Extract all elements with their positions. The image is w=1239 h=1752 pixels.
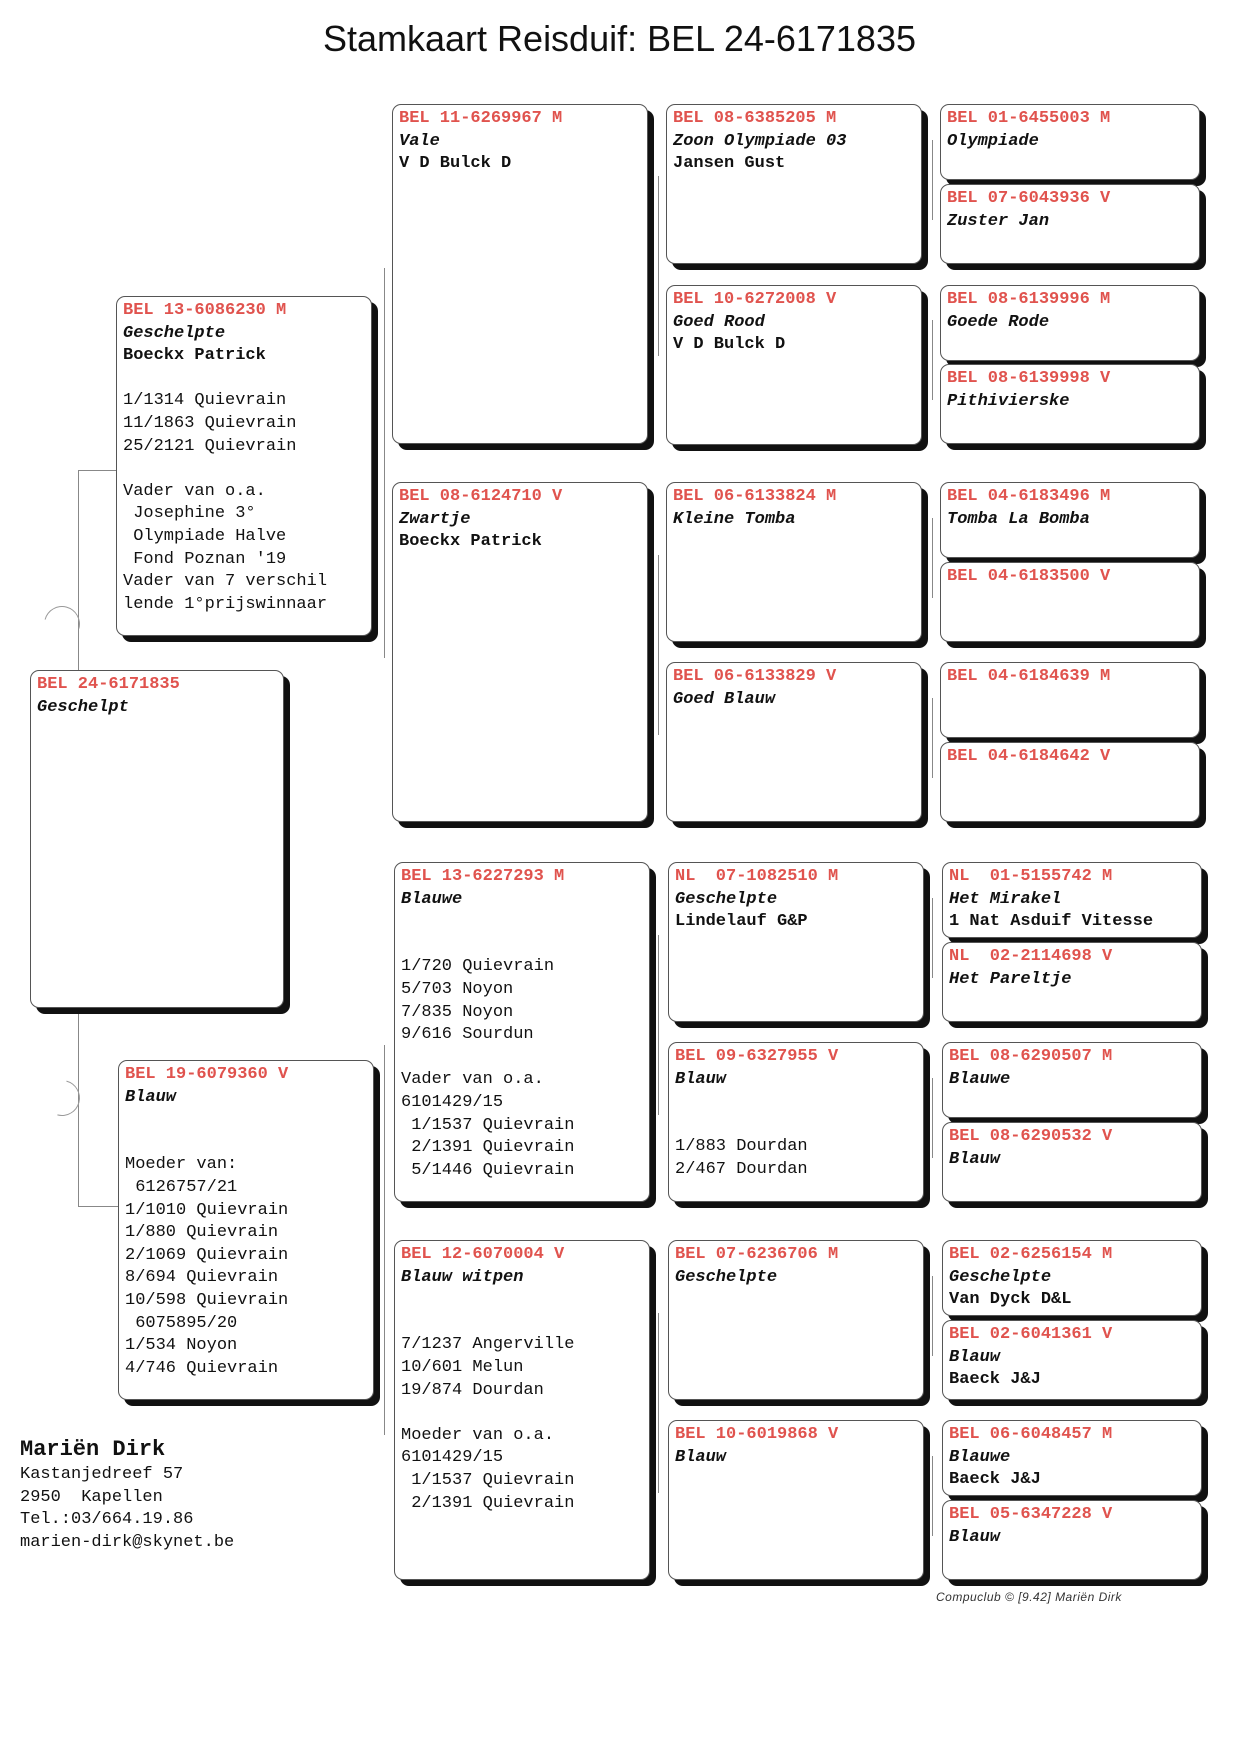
pigeon-name: Zwartje xyxy=(399,509,471,529)
ring-number: BEL 13-6227293 M xyxy=(401,867,565,886)
pigeon-name: Olympiade xyxy=(947,131,1039,151)
ring-number: BEL 09-6327955 V xyxy=(675,1047,839,1066)
ring-number: BEL 08-6139998 V xyxy=(947,369,1111,388)
pigeon-name: Het Pareltje xyxy=(949,969,1072,989)
gen4-card-8 xyxy=(940,742,1200,822)
gen4-card-16 xyxy=(942,1500,1202,1580)
gen4-card-7 xyxy=(940,662,1200,738)
gen2-card-4 xyxy=(394,1240,650,1580)
pigeon-note xyxy=(401,1047,643,1070)
gen2-card-2 xyxy=(392,482,648,822)
pigeon-name: Geschelpte xyxy=(675,889,778,909)
sire-note: Vader van o.a. xyxy=(123,481,266,501)
pigeon-owner: Jansen Gust xyxy=(673,154,786,174)
pigeon-name: Zuster Jan xyxy=(947,211,1050,231)
connector-line xyxy=(932,320,939,400)
ring-number: BEL 10-6272008 V xyxy=(673,290,837,309)
ring-number: NL 07-1082510 M xyxy=(675,867,839,886)
dam-card xyxy=(118,1060,374,1400)
pigeon-owner xyxy=(401,1289,643,1312)
dam-note: Moeder van: xyxy=(125,1155,238,1175)
gen3-card-3 xyxy=(666,482,922,642)
pigeon-note: 2/1391 Quievrain xyxy=(401,1493,575,1513)
connector-line xyxy=(932,1276,939,1356)
subject-card xyxy=(30,670,284,1008)
gen2-card-1 xyxy=(392,104,648,444)
dam-note: 4/746 Quievrain xyxy=(125,1358,279,1378)
dam-note: 1/534 Noyon xyxy=(125,1336,238,1356)
breeder-city: 2950 Kapellen xyxy=(20,1487,163,1507)
pigeon-name: Zoon Olympiade 03 xyxy=(673,131,847,151)
pigeon-name: Blauw witpen xyxy=(401,1267,524,1287)
pigeon-name: Vale xyxy=(399,131,440,151)
dam-note xyxy=(125,1132,367,1155)
pigeon-note: 6101429/15 xyxy=(401,1448,504,1468)
connector-line xyxy=(932,698,939,778)
gen4-card-4 xyxy=(940,364,1200,444)
pigeon-note: 5/703 Noyon xyxy=(401,979,514,999)
ring-number: BEL 04-6183500 V xyxy=(947,567,1111,586)
pigeon-name: Blauwe xyxy=(949,1069,1011,1089)
sire-note xyxy=(123,458,365,481)
dam-note: 6126757/21 xyxy=(125,1177,238,1197)
connector-line xyxy=(658,935,667,1115)
dam-note: 2/1069 Quievrain xyxy=(125,1245,289,1265)
gen4-card-9 xyxy=(942,862,1202,938)
gen4-card-11 xyxy=(942,1042,1202,1118)
ring-number: BEL 05-6347228 V xyxy=(949,1505,1113,1524)
subject-ring: BEL 24-6171835 xyxy=(37,675,180,694)
pigeon-note: 10/601 Melun xyxy=(401,1357,524,1377)
pigeon-name: Het Mirakel xyxy=(949,889,1062,909)
ring-number: BEL 08-6290507 M xyxy=(949,1047,1113,1066)
connector-line xyxy=(78,1015,80,1207)
ring-number: BEL 06-6048457 M xyxy=(949,1425,1113,1444)
pigeon-owner: Van Dyck D&L xyxy=(949,1290,1072,1310)
sire-note: Olympiade Halve xyxy=(123,526,287,546)
pigeon-name: Kleine Tomba xyxy=(673,509,796,529)
sire-note: 1/1314 Quievrain xyxy=(123,391,287,411)
ring-number: NL 02-2114698 V xyxy=(949,947,1113,966)
breeder-name: Mariën Dirk xyxy=(20,1437,166,1462)
gen4-card-3 xyxy=(940,285,1200,361)
gen4-card-10 xyxy=(942,942,1202,1022)
connector-line xyxy=(658,1313,667,1493)
pigeon-note: 6101429/15 xyxy=(401,1092,504,1112)
ring-number: BEL 07-6236706 M xyxy=(675,1245,839,1264)
pigeon-note xyxy=(401,1402,643,1425)
connector-line xyxy=(932,140,939,220)
pigeon-owner: V D Bulck D xyxy=(673,335,786,355)
dam-note: 10/598 Quievrain xyxy=(125,1290,289,1310)
breeder-phone: Tel.:03/664.19.86 xyxy=(20,1510,194,1530)
gen3-card-2 xyxy=(666,285,922,445)
sire-note: 25/2121 Quievrain xyxy=(123,436,297,456)
ring-number: BEL 08-6139996 M xyxy=(947,290,1111,309)
pigeon-owner: Baeck J&J xyxy=(949,1470,1041,1490)
pigeon-note: 7/1237 Angerville xyxy=(401,1335,575,1355)
pigeon-owner xyxy=(401,911,643,934)
pigeon-note: Moeder van o.a. xyxy=(401,1425,555,1445)
dam-note: 1/880 Quievrain xyxy=(125,1223,279,1243)
footer-credit: Compuclub © [9.42] Mariën Dirk xyxy=(936,1590,1122,1604)
pigeon-note: 1/883 Dourdan xyxy=(675,1137,808,1157)
sire-name: Geschelpte xyxy=(123,323,226,343)
gen3-card-7 xyxy=(668,1240,924,1400)
breeder-info xyxy=(20,1436,234,1554)
gen2-card-3 xyxy=(394,862,650,1202)
pigeon-name: Geschelpte xyxy=(675,1267,778,1287)
ring-number: NL 01-5155742 M xyxy=(949,867,1113,886)
pigeon-name: Goede Rode xyxy=(947,312,1050,332)
pigeon-note: 1/1537 Quievrain xyxy=(401,1115,575,1135)
connector-line xyxy=(78,1206,118,1208)
ring-number: BEL 07-6043936 V xyxy=(947,189,1111,208)
breeder-email: marien-dirk@skynet.be xyxy=(20,1532,235,1552)
pigeon-note: 1/720 Quievrain xyxy=(401,957,555,977)
pigeon-name: Blauw xyxy=(949,1347,1001,1367)
gen4-card-1 xyxy=(940,104,1200,180)
gen4-card-5 xyxy=(940,482,1200,558)
pigeon-name: Blauw xyxy=(949,1527,1001,1547)
gen3-card-5 xyxy=(668,862,924,1022)
pigeon-owner: Baeck J&J xyxy=(949,1370,1041,1390)
gen4-card-12 xyxy=(942,1122,1202,1202)
sire-card xyxy=(116,296,372,636)
dam-note: 8/694 Quievrain xyxy=(125,1268,279,1288)
gen4-card-6 xyxy=(940,562,1200,642)
sire-owner: Boeckx Patrick xyxy=(123,346,266,366)
pigeon-name: Geschelpte xyxy=(949,1267,1052,1287)
pigeon-note: Vader van o.a. xyxy=(401,1070,544,1090)
ring-number: BEL 10-6019868 V xyxy=(675,1425,839,1444)
connector-line xyxy=(932,898,939,978)
ring-number: BEL 06-6133829 V xyxy=(673,667,837,686)
sire-note: Josephine 3° xyxy=(123,504,256,524)
ring-number: BEL 04-6183496 M xyxy=(947,487,1111,506)
sire-ring: BEL 13-6086230 M xyxy=(123,301,287,320)
gen3-card-4 xyxy=(666,662,922,822)
pigeon-note: 2/1391 Quievrain xyxy=(401,1138,575,1158)
ring-number: BEL 02-6256154 M xyxy=(949,1245,1113,1264)
connector-line xyxy=(932,1078,939,1158)
subject-name: Geschelpt xyxy=(37,697,129,717)
ring-number: BEL 06-6133824 M xyxy=(673,487,837,506)
pigeon-note: 5/1446 Quievrain xyxy=(401,1160,575,1180)
sire-note: lende 1°prijswinnaar xyxy=(123,594,328,614)
dam-note: 6075895/20 xyxy=(125,1313,238,1333)
sire-note: 11/1863 Quievrain xyxy=(123,413,297,433)
ring-number: BEL 02-6041361 V xyxy=(949,1325,1113,1344)
pigeon-name: Tomba La Bomba xyxy=(947,509,1090,529)
gen4-card-14 xyxy=(942,1320,1202,1400)
connector-line xyxy=(932,1456,939,1536)
pigeon-note: 19/874 Dourdan xyxy=(401,1380,544,1400)
gen3-card-8 xyxy=(668,1420,924,1580)
dam-ring: BEL 19-6079360 V xyxy=(125,1065,289,1084)
ring-number: BEL 12-6070004 V xyxy=(401,1245,565,1264)
pigeon-name: Blauw xyxy=(675,1447,727,1467)
pigeon-name: Pithivierske xyxy=(947,391,1070,411)
ring-number: BEL 11-6269967 M xyxy=(399,109,563,128)
gen4-card-13 xyxy=(942,1240,1202,1316)
pigeon-owner: Boeckx Patrick xyxy=(399,532,542,552)
ring-number: BEL 08-6290532 V xyxy=(949,1127,1113,1146)
ring-number: BEL 08-6124710 V xyxy=(399,487,563,506)
ring-number: BEL 04-6184642 V xyxy=(947,747,1111,766)
ring-number: BEL 01-6455003 M xyxy=(947,109,1111,128)
pigeon-name: Blauw xyxy=(949,1149,1001,1169)
gen4-card-15 xyxy=(942,1420,1202,1496)
gen3-card-1 xyxy=(666,104,922,264)
ring-number: BEL 04-6184639 M xyxy=(947,667,1111,686)
dam-note: 1/1010 Quievrain xyxy=(125,1200,289,1220)
pigeon-name: Blauwe xyxy=(401,889,463,909)
gen4-card-2 xyxy=(940,184,1200,264)
sire-note: Vader van 7 verschil xyxy=(123,572,328,592)
connector-line xyxy=(78,470,118,472)
pigeon-name: Blauwe xyxy=(949,1447,1011,1467)
sire-note: Fond Poznan '19 xyxy=(123,549,287,569)
page-title: Stamkaart Reisduif: BEL 24-6171835 xyxy=(322,18,916,59)
connector-line xyxy=(932,518,939,598)
gen3-card-6 xyxy=(668,1042,924,1202)
pigeon-owner: 1 Nat Asduif Vitesse xyxy=(949,912,1154,932)
pigeon-note: 1/1537 Quievrain xyxy=(401,1470,575,1490)
ring-number: BEL 08-6385205 M xyxy=(673,109,837,128)
pigeon-name: Blauw xyxy=(675,1069,727,1089)
pigeon-name: Goed Blauw xyxy=(673,689,776,709)
pigeon-owner: V D Bulck D xyxy=(399,154,512,174)
pigeon-note: 7/835 Noyon xyxy=(401,1002,514,1022)
connector-line xyxy=(384,1045,393,1435)
pigeon-note: 2/467 Dourdan xyxy=(675,1159,808,1179)
dam-name: Blauw xyxy=(125,1087,177,1107)
breeder-address: Kastanjedreef 57 xyxy=(20,1465,184,1484)
pigeon-note: 9/616 Sourdun xyxy=(401,1025,534,1045)
pigeon-owner: Lindelauf G&P xyxy=(675,912,808,932)
pigeon-name: Goed Rood xyxy=(673,312,765,332)
